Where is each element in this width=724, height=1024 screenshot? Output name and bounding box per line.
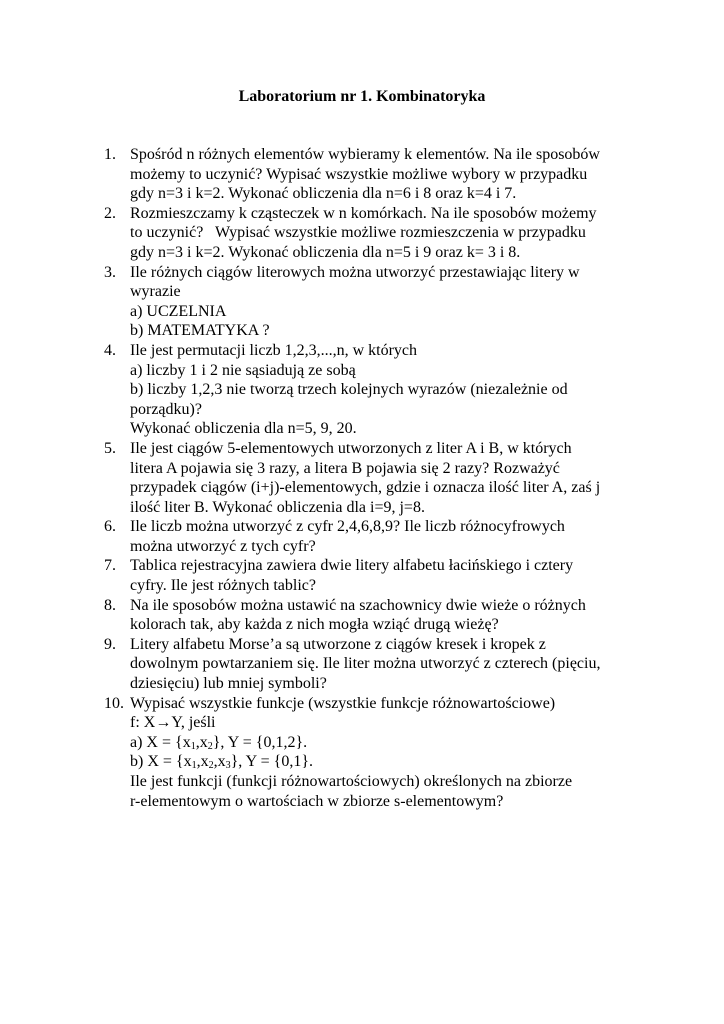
problem-text-line: można utworzyć z tych cyfr?: [130, 537, 316, 555]
problem-8: [104, 596, 644, 635]
problem-text-line: ilość liter B. Wykonać obliczenia dla i=9, j=8.: [130, 498, 425, 516]
set-b-separator-2: ,x: [213, 753, 226, 771]
problem-1: [104, 145, 644, 204]
problem-text-line: Wypisać wszystkie funkcje (wszystkie funkcje różnowartościowe): [130, 694, 556, 712]
problem-text-line: dowolnym powtarzaniem się. Ile liter można utworzyć z czterech (pięciu,: [130, 655, 601, 673]
problem-text-line: litera A pojawia się 3 razy, a litera B pojawia się 2 razy? Rozważyć: [130, 459, 560, 477]
problem-subitem-set-b: [130, 752, 644, 772]
problem-subitem: b) liczby 1,2,3 nie tworzą trzech kolejnych wyrazów (niezależnie od: [130, 381, 568, 399]
problem-9: [104, 635, 644, 694]
problem-number: 8.: [104, 596, 116, 614]
problem-text-line: wyrazie: [130, 283, 181, 301]
problem-text-line: kolorach tak, aby każda z nich mogła wziąć drugą wieżę?: [130, 616, 499, 634]
set-b-separator-1: ,x: [196, 753, 209, 771]
problem-text-line: możemy to uczynić? Wypisać wszystkie możliwe wybory w przypadku: [130, 165, 588, 183]
problem-10: [104, 694, 644, 812]
problem-number: 7.: [104, 557, 116, 575]
problem-number: 9.: [104, 635, 116, 653]
set-a-subscript-2: 2: [207, 740, 213, 752]
set-a-separator: ,x: [195, 733, 208, 751]
problem-text-line: Ile jest funkcji (funkcji różnowartościowych) określonych na zbiorze: [130, 773, 573, 790]
problem-text-line: cyfry. Ile jest różnych tablic?: [130, 577, 316, 595]
set-b-prefix: b) X = {x: [130, 753, 192, 771]
problem-text-line: Ile różnych ciągów literowych można utworzyć przestawiając litery w: [130, 263, 580, 281]
problem-text-line: to uczynić? Wypisać wszystkie możliwe rozmieszczenia w przypadku: [130, 224, 586, 242]
page-title: Laboratorium nr 1. Kombinatoryka: [238, 88, 486, 105]
problem-text-line: przypadek ciągów (i+j)-elementowych, gdzie i oznacza ilość liter A, zaś j: [130, 479, 601, 497]
problem-text-line: Tablica rejestracyjna zawiera dwie litery alfabetu łacińskiego i cztery: [130, 557, 574, 575]
problem-number: 2.: [104, 204, 116, 222]
problem-subitem: a) liczby 1 i 2 nie sąsiadują ze sobą: [130, 361, 356, 379]
problem-2: [104, 204, 644, 263]
problem-text-line: Ile jest permutacji liczb 1,2,3,...,n, w których: [130, 341, 418, 359]
set-b-subscript-3: 3: [225, 760, 231, 772]
problem-7: [104, 556, 644, 595]
problem-text-line: f: X→Y, jeśli: [130, 714, 216, 732]
problem-number: 10.: [104, 694, 124, 712]
problem-text-line: gdy n=3 i k=2. Wykonać obliczenia dla n=6 i 8 oraz k=4 i 7.: [130, 185, 517, 203]
problem-3: [104, 263, 644, 341]
problem-text-line: gdy n=3 i k=2. Wykonać obliczenia dla n=5 i 9 oraz k= 3 i 8.: [130, 243, 521, 261]
problem-subitem-set-a: [130, 733, 644, 753]
set-a-prefix: a) X = {x: [130, 733, 191, 751]
problem-text-line: Litery alfabetu Morse’a są utworzone z ciągów kresek i kropek z: [130, 635, 546, 653]
problem-number: 6.: [104, 518, 116, 536]
problem-subitem: b) MATEMATYKA ?: [130, 322, 270, 340]
problem-number: 5.: [104, 439, 116, 457]
problem-text-line: Spośród n różnych elementów wybieramy k elementów. Na ile sposobów: [130, 146, 600, 163]
problem-text-line: Rozmieszczamy k cząsteczek w n komórkach. Na ile sposobów możemy: [130, 204, 597, 222]
problem-text-line: Na ile sposobów można ustawić na szachownicy dwie wieże o różnych: [130, 596, 586, 614]
problem-number: 4.: [104, 341, 116, 359]
set-b-subscript-1: 1: [191, 760, 197, 772]
problem-6: [104, 517, 644, 556]
problem-4: [104, 341, 644, 439]
problem-text-line: Ile jest ciągów 5-elementowych utworzonych z liter A i B, w których: [130, 439, 572, 457]
problem-text-line: r-elementowym o wartościach w zbiorze s-elementowym?: [130, 792, 504, 810]
set-b-subscript-2: 2: [208, 760, 214, 772]
problem-text-line: porządku)?: [130, 400, 202, 418]
problem-text-line: Ile liczb można utworzyć z cyfr 2,4,6,8,9? Ile liczb różnocyfrowych: [130, 518, 565, 536]
problem-text-line: dziesięciu) lub mniej symboli?: [130, 675, 327, 693]
problem-number: 3.: [104, 263, 116, 281]
problem-number: 1.: [104, 146, 116, 163]
problem-list: [104, 145, 644, 811]
problem-5: [104, 439, 644, 517]
problem-text-line: Wykonać obliczenia dla n=5, 9, 20.: [130, 420, 357, 438]
set-a-subscript-1: 1: [190, 740, 196, 752]
set-a-suffix: }, Y = {0,1,2}.: [212, 733, 308, 751]
set-b-suffix: }, Y = {0,1}.: [230, 753, 314, 771]
problem-subitem: a) UCZELNIA: [130, 302, 227, 320]
